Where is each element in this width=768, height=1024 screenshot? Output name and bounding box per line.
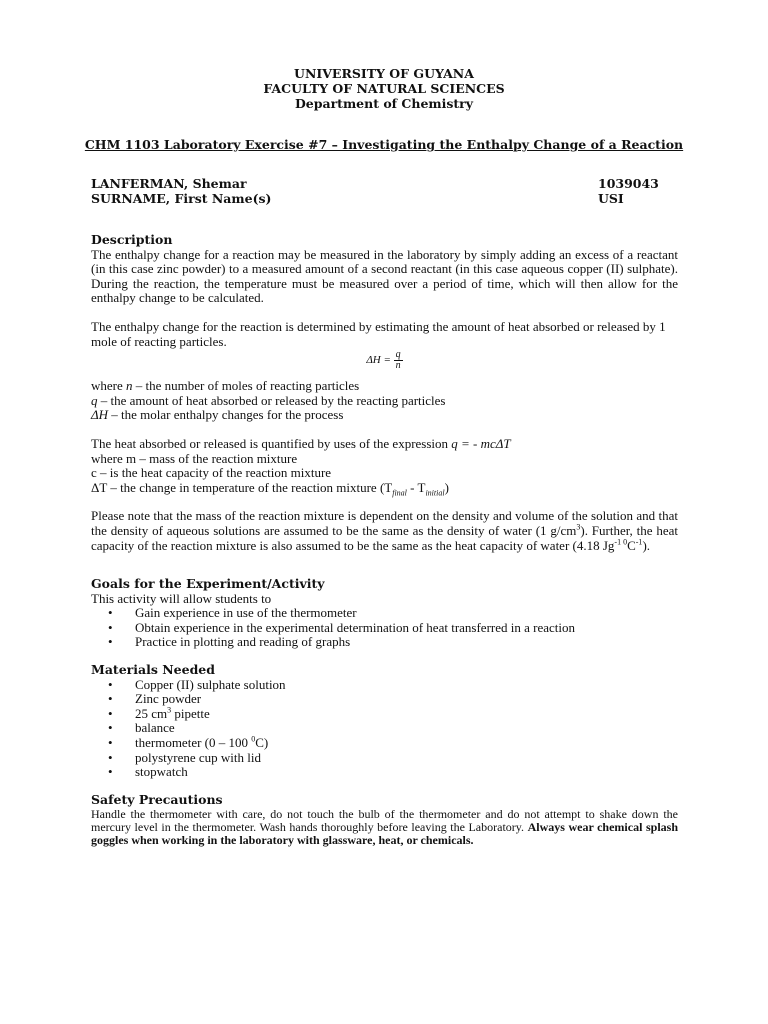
materials-section (91, 663, 678, 780)
definition-delta-h: ΔH – the molar enthalpy changes for the process (91, 407, 344, 423)
department-name: Department of Chemistry (294, 96, 474, 111)
formula-denominator: n (395, 360, 401, 372)
description-paragraph-2: The enthalpy change for the reaction is determined by estimating the amount of heat absorbed or released by 1 mole of reacting particles. (91, 318, 666, 349)
symbol-n: n (126, 378, 133, 394)
list-item: • stopwatch (135, 765, 678, 780)
formula-fraction (394, 350, 403, 371)
list-item: • thermometer (0 – 100 $^0$C) (135, 736, 678, 751)
definition-q: q – the amount of heat absorbed or released by the reacting particles (91, 392, 446, 408)
list-item: • polystyrene cup with lid (135, 751, 678, 766)
density-note: Please note that the mass of the reaction mixture is dependent on the density and volume of the solution and that the density of aqueous solutions are assumed to be the same as the density of water (1 $g/cm^3$). Further, the heat capacity of the reaction mixture is also assumed to be the same as the heat capacity of water (4.18 $Jg^{-1 0}C^{-1}$). (91, 508, 678, 553)
student-usi-block (598, 176, 659, 206)
goals-list (91, 606, 678, 650)
definition-n: where n – the number of moles of reacting particles (91, 378, 360, 394)
student-name-block (91, 176, 271, 206)
safety-heading: Safety Precautions (91, 792, 223, 807)
student-name: LANFERMAN, Shemar (91, 176, 247, 191)
heat-expression: q = - mcΔT (451, 435, 511, 451)
faculty-name: FACULTY OF NATURAL SCIENCES (263, 81, 505, 96)
definition-m: where m – mass of the reaction mixture (91, 450, 298, 466)
symbol-delta-h: ΔH (91, 407, 109, 423)
safety-section (91, 793, 678, 847)
list-item: • Obtain experience in the experimental determination of heat transferred in a reaction (135, 621, 678, 636)
materials-heading: Materials Needed (91, 662, 215, 677)
heat-expression-line: The heat absorbed or released is quantified by uses of the expression q = - mcΔT (91, 435, 511, 451)
description-heading: Description (91, 232, 173, 247)
student-usi-label: USI (598, 191, 624, 206)
formula-numerator: q (395, 349, 401, 361)
student-usi: 1039043 (598, 176, 659, 191)
definition-c: c – is the heat capacity of the reaction mixture (91, 465, 332, 481)
enthalpy-formula (91, 350, 678, 371)
course-title: CHM 1103 Laboratory Exercise #7 – Investigating the Enthalpy Change of a Reaction (84, 137, 684, 152)
definition-delta-t: ΔT – the change in temperature of the reaction mixture $(T_{final} - T_{initial})$ (91, 479, 449, 498)
safety-warning: Always wear chemical splash goggles when working in the laboratory with glassware, heat, or chemicals. (91, 819, 679, 847)
university-name: UNIVERSITY OF GUYANA (294, 66, 474, 81)
goals-heading: Goals for the Experiment/Activity (91, 576, 325, 591)
symbol-q: q (91, 392, 98, 408)
list-item: • 25 $cm^3$ pipette (135, 707, 678, 722)
student-name-label: SURNAME, First Name(s) (91, 191, 272, 206)
list-item: • Zinc powder (135, 692, 678, 707)
list-item: • balance (135, 721, 678, 736)
list-item: • Practice in plotting and reading of graphs (135, 635, 678, 650)
materials-list (91, 678, 678, 780)
list-item: • Copper (II) sulphate solution (135, 678, 678, 693)
goals-section (91, 577, 678, 650)
list-item: • Gain experience in use of the thermometer (135, 606, 678, 621)
document-header (0, 66, 768, 111)
safety-text: Handle the thermometer with care, do not touch the bulb of the thermometer and do not attempt to shake down the mercury level in the thermometer. Wash hands thoroughly before leaving the Laboratory. Always wear chemical splash goggles when working in the laboratory with glassware, heat, or chemicals. (91, 806, 679, 847)
description-paragraph-1: The enthalpy change for a reaction may be measured in the laboratory by simply adding an excess of a reactant (in this case zinc powder) to a measured amount of a second reactant (in this case aqueous copper (II) sulphate). During the reaction, the temperature must be measured over a period of time, which will then allow for the enthalpy change to be calculated. (91, 246, 678, 306)
goals-intro: This activity will allow students to (91, 590, 272, 606)
description-section (91, 233, 678, 553)
formula-lhs: ΔH = (366, 354, 391, 367)
